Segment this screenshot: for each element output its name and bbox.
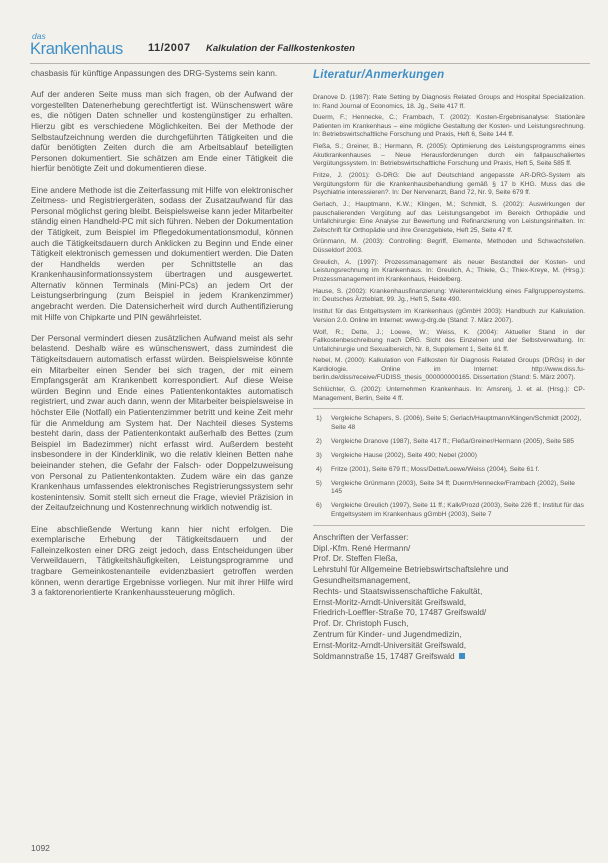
journal-logo [30, 32, 148, 62]
footnote-text: Vergleiche Schapers, S. (2006), Seite 5; Gerlach/Hauptmann/Klingen/Schmidt (2002), Seite 48 [331, 415, 582, 431]
address-line: Prof. Dr. Christoph Fusch, [313, 618, 409, 629]
address-line: Dipl.-Kfm. René Hermann/ [313, 542, 411, 553]
footnote-number: 1) [316, 415, 322, 423]
footnote-item [313, 480, 585, 497]
address-line: Ernst-Moritz-Arndt-Universität Greifswald, [313, 639, 467, 650]
footnote-number: 3) [316, 451, 322, 459]
footnote-text: Fritze (2001), Seite 679 ff.; Moss/Dette/Loewe/Weiss (2004), Seite 61 f. [331, 465, 540, 473]
address-line-text: Soldmannstraße 15, 17487 Greifswald [313, 650, 455, 661]
author-addresses [313, 532, 585, 662]
logo-big-text: Krankenhaus [30, 40, 123, 58]
reference-item: Wolf, R.; Dette, J.; Loewe, W.; Weiss, K. (2004): Aktueller Stand in der Fallkostenbeschreibung nach DRG. Sicht des Einzelnen und der Selbstverwaltung. In: Unfallchirurgie und Sexualbereich, Nr. 8, Supplement 1, Seite 61 ff. [313, 328, 585, 353]
address-divider [313, 525, 585, 526]
reference-item: Schlüchter, G. (2002): Unternehmen Krankenhaus. In: Amsrenj, J. et al. (Hrsg.): CP-Management, Berlin, Seite 4 ff. [313, 386, 585, 402]
address-line: Gesundheitsmanagement, [313, 574, 411, 585]
reference-item: Nebel, M. (2000): Kalkulation von Fallkosten für Diagnosis Related Groups (DRGs) in der Kardiologie. Online im Internet: http://www.diss.fu-berlin.de/diss/receive/FUDISS_thesis_000000000165. Dissertation (Stand: 5. März 2007). [313, 357, 585, 382]
reference-item: Fritze, J. (2001): G-DRG: Die auf Deutschland angepasste AR-DRG-System als Vergütungsform für die Krankenhausbehandlung gemäß § 17 b KHG. Muss das die Psychiatrie interessieren?. In: Der Nervenarzt, Band 72, Nr. 9, Seite 679 ff. [313, 172, 585, 197]
footnote-text: Vergleiche Greulich (1997), Seite 11 ff.; Kalk/Prozd (2003), Seite 226 ff.; Institut für das Entgeltsystem im Krankenhaus gGmbH (2003), Seite 7 [331, 502, 584, 518]
footnote-item [313, 452, 585, 461]
reference-item: Fleßa, S.; Greiner, B.; Hermann, R. (2005): Optimierung des Leistungsprogramms eines Akutkrankenhauses – Neue Herausforderungen durch ein fallpauschaliertes Vergütungssystem. In: Betriebswirtschaftliche Forschung und Praxis, Heft 5, Seite 585 ff. [313, 143, 585, 168]
footnote-item [313, 415, 585, 432]
body-paragraph: Eine abschließende Wertung kann hier nicht erfolgen. Die exemplarische Erhebung der Tätigkeitsdauern und der Falleinzelkosten einer DRG zeigt jedoch, dass Entscheidungen über Verweildauern, Tätigkeitshäufigkeiten, Leistungsprogramme und tragbare Gemeinkostenanteile evidenzbasiert getroffen werden können, wenn derartige Ergebnisse vorliegen. Nur mit ihrer Hilfe wird 3 a faktorenorientierte Krankenhaussteuerung möglich. [31, 523, 293, 598]
body-paragraph: Der Personal vermindert diesen zusätzlichen Aufwand meist als sehr belastend. Deshalb wäre es wünschenswert, dass zumindest die Tätigkeitsdauern automatisch erfasst würden. Beispielsweise könnte ein Mitarbeiter einen Sender bei sich tragen, der mit einem Empfangsgerät am Krankenbett korrespondiert. Auf diese Weise würden Beginn und Ende eines Patientenkontaktes automatisch registriert, und zwar auch dann, wenn der Mitarbeiter beispielsweise in höchster Eile (Notfall) ein Patientenzimmer betritt und keine Zeit mehr für die Anmeldung am System hat. Der Nachteil dieses Systems besteht darin, dass der Patientenkontakt außerhalb des Bettes (zum Beispiel im Badezimmer) nicht erfasst wird. Außerdem besteht insbesondere in der Kinderklinik, wo die relativ kleinen Betten nahe beieinander stehen, die Gefahr der Falsch- oder Doppelzuweisung von Personal zu Patientenkontakten. Zudem wäre ein das ganze Krankenhaus umfassendes elektronisches Registrierungssystem sehr kostenintensiv. Somit stellt sich erneut die Frage, wieviel Präzision in der Zeitaufzeichnung und Kostenrechnung wirklich notwendig ist. [31, 332, 293, 513]
reference-item: Gerlach, J.; Hauptmann, K.W.; Klingen, M.; Schmidt, S. (2002): Auswirkungen der pauschalierenden Vergütung auf das Leistungsangebot im Bereich Orthopädie und Unfallchirurgie: Eine Analyse zur Bewertung und Refinanzierung von Leistungsinhalten. In: Zeitschrift für Orthopädie und ihre Grenzgebiete, Heft 25, Seite 47 ff. [313, 201, 585, 234]
address-line: Zentrum für Kinder- und Jugendmedizin, [313, 628, 462, 639]
body-paragraph: chasbasis für künftige Anpassungen des DRG-Systems sein kann. [31, 68, 278, 78]
footnote-list [313, 415, 585, 519]
address-line: Prof. Dr. Steffen Fleßa, [313, 553, 398, 564]
footnote-item [313, 502, 585, 519]
address-line: Ernst-Moritz-Arndt-Universität Greifswald, [313, 596, 467, 607]
footnote-number: 5) [316, 479, 322, 487]
footnote-text: Vergleiche Dranove (1987), Seite 417 ff.; Fleßa/Greiner/Hermann (2005), Seite 585 [331, 437, 574, 445]
body-paragraph: Auf der anderen Seite muss man sich fragen, ob der Aufwand der vorgestellten Datenerhebung gerechtfertigt ist. Wünschenswert wäre es, die nötigen Daten schneller und kostengünstiger zu erhalten. Hierzu gibt es verschiedene Möglichkeiten. Bei der Methode der Selbstaufzeichnung werden die durchgeführten Tätigkeiten und die dafür benötigten Zeiten durch die am Arbeitsablauf beteiligten Personen dokumentiert. Sie schätzen am Ende einer Tätigkeit die hierfür benötigte Zeit und dokumentieren diese. [31, 89, 293, 174]
footnote-item [313, 438, 585, 447]
address-line: Friedrich-Loeffler-Straße 70, 17487 Greifswald/ [313, 607, 487, 618]
issue-number: 11/2007 [148, 42, 191, 54]
page-number: 1092 [31, 843, 50, 853]
footnote-number: 4) [316, 465, 322, 473]
reference-item: Greulich, A. (1997): Prozessmanagement als neuer Bestandteil der Kosten- und Leistungsrechnung im Krankenhaus. In: Greulich, A.; Thiele, G.; Thiex-Kreye, M. (Hrsg.): Prozessmanagement im Krankenhaus, Heidelberg. [313, 258, 585, 283]
references-heading: Literatur/Anmerkungen [313, 69, 445, 81]
page-header [30, 32, 590, 62]
footnote-number: 6) [316, 502, 322, 510]
logo-small-text: das [32, 31, 46, 41]
end-of-article-icon [459, 653, 465, 659]
reference-list [313, 94, 585, 403]
address-line: Anschriften der Verfasser: [313, 531, 409, 542]
footnote-text: Vergleiche Grünmann (2003), Seite 34 ff; Duerm/Hennecke/Frambach (2002), Seite 145 [331, 479, 575, 496]
reference-item: Dranove D. (1987): Rate Setting by Diagnosis Related Groups and Hospital Specialization. In: Rand Journal of Economics, 18. Jg., Seite 417 ff. [313, 94, 585, 110]
address-line-last [313, 651, 585, 662]
footnote-number: 2) [316, 437, 322, 445]
body-text-column [31, 68, 293, 608]
notes-divider [313, 408, 585, 409]
reference-item: Hause, S. (2002): Krankenhausfinanzierung: Weiterentwicklung eines Fallgruppensystems. In: Deutsches Ärzteblatt, 99. Jg., Heft 5, Seite 490. [313, 287, 585, 304]
header-divider [30, 63, 590, 64]
section-title: Kalkulation der Fallkostenkosten [206, 43, 355, 54]
reference-item: Duerm, F.; Hennecke, C.; Frambach, T. (2002): Kosten-Ergebnisanalyse: Stationäre Patienten im Krankenhaus – eine mögliche Gestaltung der Kosten- und Leistungsrechnung. In: Betriebswirtschaftliche Forschung und Praxis, Heft 6, Seite 144 ff. [313, 114, 585, 139]
footnote-item [313, 466, 585, 475]
reference-item: Grünmann, M. (2003): Controlling: Begriff, Elemente, Methoden und Schwachstellen. Düsseldorf 2003. [313, 238, 585, 254]
address-line: Rechts- und Staatswissenschaftliche Fakultät, [313, 585, 483, 596]
footnote-text: Vergleiche Hause (2002), Seite 490; Nebel (2000) [331, 451, 477, 459]
address-line: Lehrstuhl für Allgemeine Betriebswirtschaftslehre und [313, 564, 509, 575]
reference-item: Institut für das Entgeltsystem im Krankenhaus (gGmbH 2003): Handbuch zur Kalkulation. Version 2.0. Online im Internet: www.g-drg.de (Stand: 7. März 2007). [313, 308, 585, 324]
references-column [313, 68, 585, 661]
body-paragraph: Eine andere Methode ist die Zeiterfassung mit Hilfe von elektronischer Zeitmess- und Registriergeräten, sodass der Zusatzaufwand für das Personal möglichst gering bleibt. Beispielsweise kann jeder Mitarbeiter ständig einen Handheld-PC mit sich führen. Neben der Dokumentation der Tätigkeit, zum Beispiel im Pflegedokumentationsmodul, können auch die Tätigkeitsdauern durch Anklicken zu Beginn und Ende einer Tätigkeit elektronisch gemessen und dokumentiert werden. Die Daten der Handhelds werden per Schnittstelle an das Krankenhausinformationssystem übertragen und ausgewertet. Alternativ können Terminals (Mini-PCs) an jedem Ort der Leistungserbringung (zum Beispiel in jedem Krankenzimmer) angebracht werden. Die Datensicherheit wird durch Authentifizierung mit Hilfe von Chipkarte und PIN gewährleistet. [31, 184, 293, 322]
